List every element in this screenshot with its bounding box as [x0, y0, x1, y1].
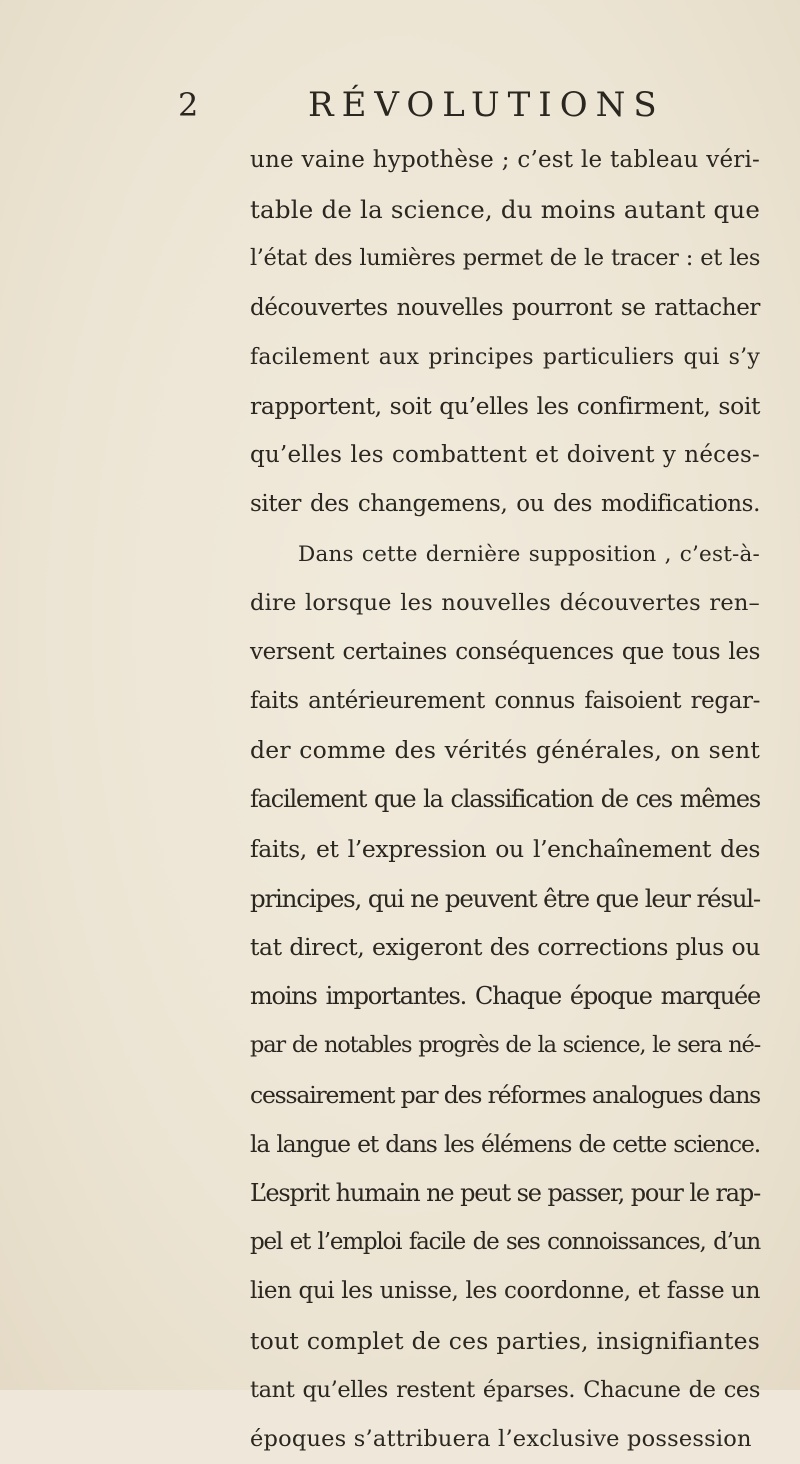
text-line: la langue et dans les élémens de cette science. — [250, 1129, 760, 1158]
text-line: tant qu’elles restent éparses. Chacune de ces — [250, 1376, 760, 1403]
text-line: une vaine hypothèse ; c’est le tableau véri- — [250, 147, 760, 173]
text-line: tat direct, exigeront des corrections plus ou — [250, 933, 760, 961]
text-line: qu’elles les combattent et doivent y néces- — [250, 442, 760, 469]
text-line: Dans cette dernière supposition , c’est-à- — [298, 541, 760, 567]
text-line: faits, et l’expression ou l’enchaînement des — [250, 834, 760, 863]
text-line: l’état des lumières permet de le tracer : et les — [250, 245, 760, 272]
running-title: RÉVOLUTIONS — [308, 85, 665, 125]
text-line: principes, qui ne peuvent être que leur résul- — [250, 883, 760, 913]
text-line: L’esprit humain ne peut se passer, pour le rap- — [250, 1178, 760, 1207]
text-line: découvertes nouvelles pourront se rattacher — [250, 294, 760, 321]
text-line: versent certaines conséquences que tous les — [250, 638, 760, 665]
body-text — [250, 136, 761, 1452]
text-line: dire lorsque les nouvelles découvertes ren– — [250, 589, 760, 616]
page-number: 2 — [178, 86, 199, 124]
text-line: moins importantes. Chaque époque marquée — [250, 982, 760, 1011]
text-line: par de notables progrès de la science, le sera né- — [250, 1032, 760, 1059]
text-line: cessairement par des réformes analogues dans — [250, 1080, 760, 1109]
text-line: pel et l’emploi facile de ses connoissances, d’un — [250, 1229, 760, 1256]
text-line: siter des changemens, ou des modifications. — [250, 491, 760, 518]
text-line: der comme des vérités générales, on sent — [250, 736, 760, 765]
text-line: lien qui les unisse, les coordonne, et fasse un — [250, 1278, 760, 1305]
text-line: faits antérieurement connus faisoient regar- — [250, 688, 760, 715]
text-line: facilement que la classification de ces mêmes — [250, 785, 760, 814]
page-header — [0, 80, 800, 130]
text-line: époques s’attribuera l’exclusive possession — [250, 1425, 752, 1452]
text-line: rapportent, soit qu’elles les confirment, soit — [250, 391, 760, 420]
text-line: tout complet de ces parties, insignifiantes — [250, 1326, 760, 1355]
text-line: table de la science, du moins autant que — [250, 195, 761, 225]
text-line: facilement aux principes particuliers qui s’y — [250, 344, 760, 370]
